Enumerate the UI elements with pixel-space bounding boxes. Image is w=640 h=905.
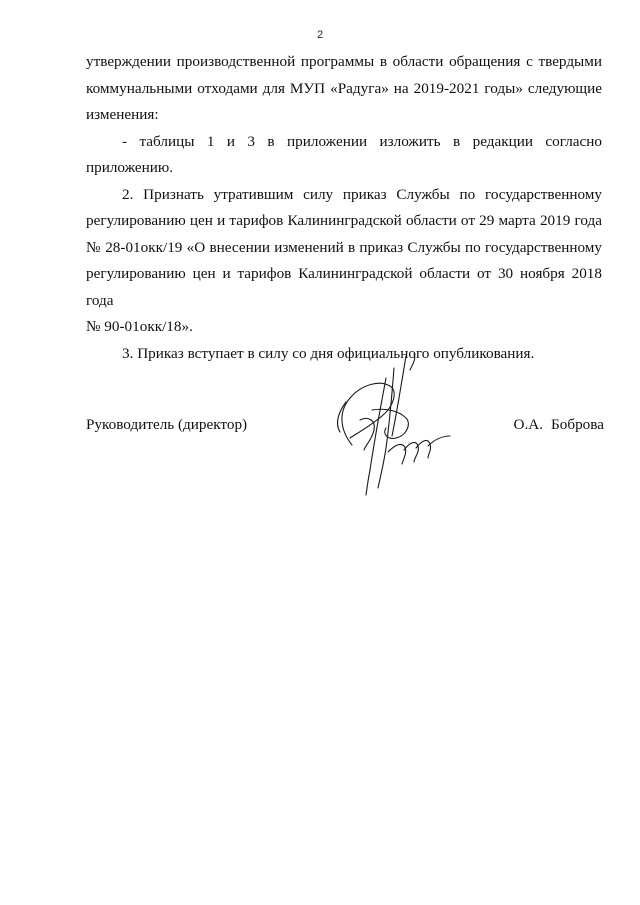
handwritten-signature (310, 350, 470, 500)
text-line: 2. Признать утратившим силу приказ Службы по государственному (122, 185, 602, 203)
page-number: 2 (316, 29, 324, 41)
text-line: № 90-01окк/18». (86, 318, 193, 335)
signatory-position: Руководитель (директор) (86, 416, 248, 433)
text-line: 3. Приказ вступает в силу со дня официального опубликования. (122, 344, 535, 362)
signatory-surname: Боброва (551, 416, 604, 433)
text-line: утверждении производственной программы в области обращения с твердыми (86, 53, 602, 70)
text-line: приложению. (86, 159, 174, 176)
signatory-name (514, 416, 604, 434)
text-line: коммунальными отходами для МУП «Радуга» на 2019-2021 годы» следующие (86, 79, 602, 97)
text-line: регулированию цен и тарифов Калининградской области от 30 ноября 2018 года (86, 265, 602, 309)
text-line: - таблицы 1 и 3 в приложении изложить в редакции согласно (122, 132, 602, 150)
text-line: изменения: (86, 106, 159, 123)
document-body (86, 49, 602, 367)
signatory-initials: О.А. (513, 416, 544, 433)
text-line: № 28-01окк/19 «О внесении изменений в приказ Службы по государственному (86, 238, 602, 256)
text-line: регулированию цен и тарифов Калининградской области от 29 марта 2019 года (86, 212, 602, 229)
